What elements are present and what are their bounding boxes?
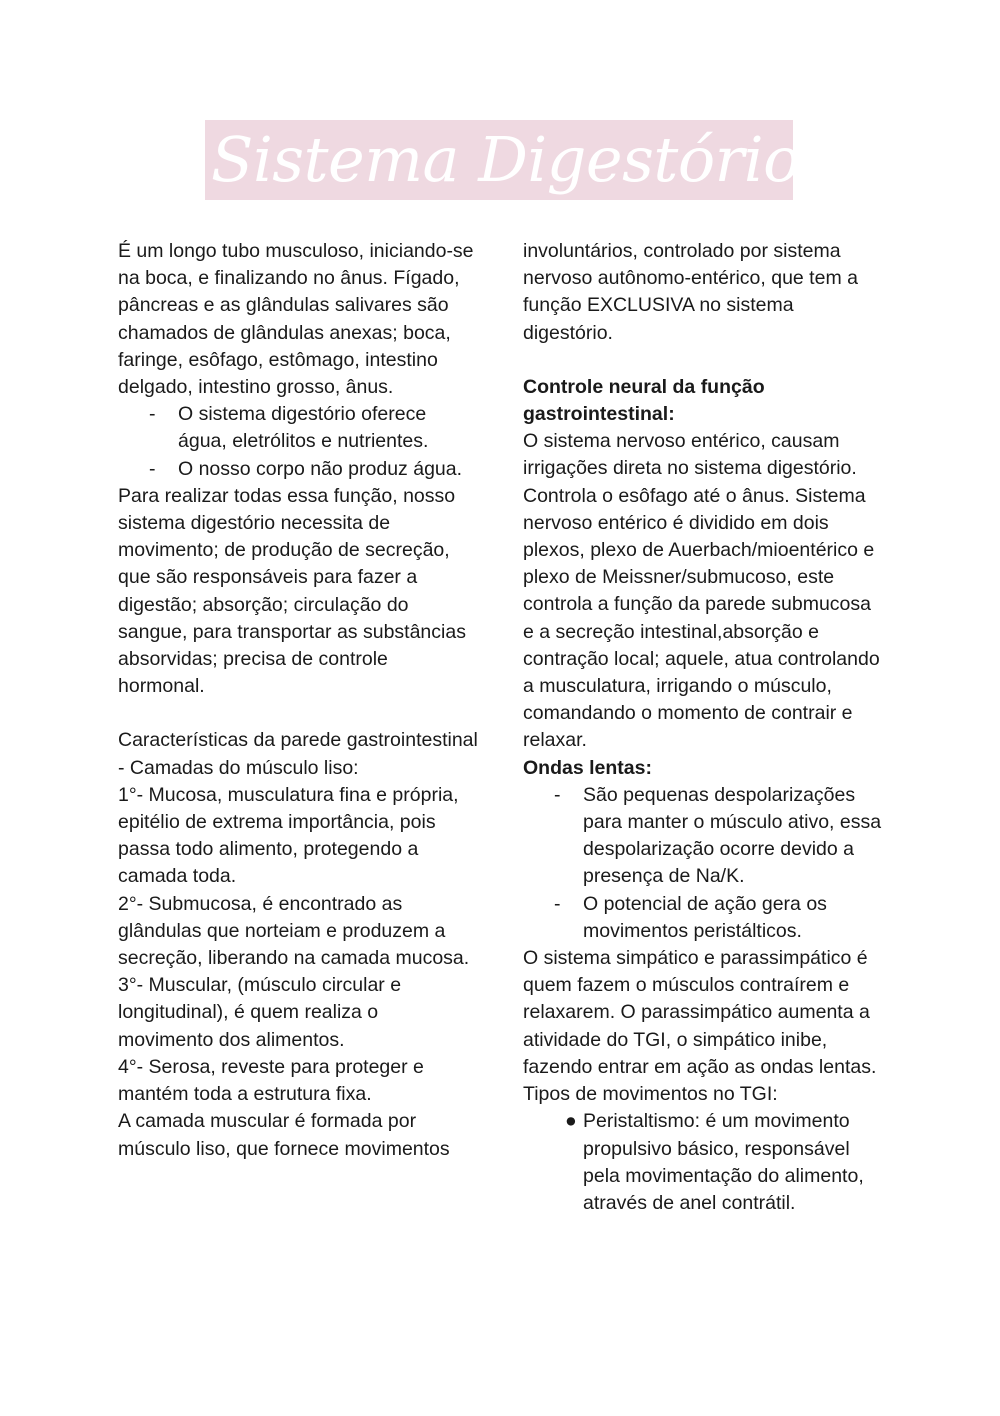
layer-submucosa: 2°- Submucosa, é encontrado as glândulas que norteiam e produzem a secreção, liberando na camada mucosa.: [118, 892, 470, 970]
paragraph-funcao: Para realizar todas essa função, nosso sistema digestório necessita de movimento; de produção de secreção, que são responsáveis para fazer a digestão; absorção; circulação do sangue, para transportar as substâncias absorvidas; precisa de controle hormonal.: [118, 484, 466, 698]
list-item: [523, 1108, 883, 1217]
dash-bullet-icon: -: [554, 892, 561, 915]
heading-controle-neural: Controle neural da função gastrointestinal:: [523, 375, 765, 426]
paragraph-caracteristicas: Características da parede gastrointestinal - Camadas do músculo liso:: [118, 729, 478, 779]
paragraph-simpatico-parassimpatico: O sistema simpático e parassimpático é quem fazem o músculos contraírem e relaxarem. O parassimpático aumenta a atividade do TGI, o simpático inibe, fazendo entrar em ação as ondas lentas.: [523, 947, 877, 1078]
paragraph-involuntarios: involuntários, controlado por sistema nervoso autônomo-entérico, que tem a função EXCLUSIVA no sistema digestório.: [523, 240, 858, 344]
list-item-label: O potencial de ação gera os movimentos peristálticos.: [583, 892, 827, 942]
paragraph-gap: [118, 700, 478, 727]
paragraph-tipos-movimentos: Tipos de movimentos no TGI:: [523, 1083, 778, 1106]
list-item: [523, 782, 883, 891]
layer-serosa: 4°- Serosa, reveste para proteger e mantém toda a estrutura fixa.: [118, 1055, 424, 1106]
list-item: [118, 401, 478, 455]
page-title: Sistema Digestório: [211, 123, 800, 196]
dash-bullet-icon: -: [554, 783, 561, 806]
list-item-label: São pequenas despolarizações para manter o músculo ativo, essa despolarização ocorre devido a presença de Na/K.: [583, 783, 882, 888]
list-item-label: O nosso corpo não produz água.: [178, 457, 463, 480]
right-column: [523, 238, 883, 1217]
dash-bullet-icon: -: [149, 403, 156, 426]
right-dash-list: [523, 782, 883, 945]
layer-mucosa: 1°- Mucosa, musculatura fina e própria, epitélio de extrema importância, pois passa todo alimento, protegendo a camada toda.: [118, 783, 459, 888]
layer-muscular: 3°- Muscular, (músculo circular e longitudinal), é quem realiza o movimento dos alimentos.: [118, 974, 402, 1051]
list-item: [523, 891, 883, 945]
list-item: [118, 456, 478, 483]
right-disc-list: [523, 1108, 883, 1217]
list-item-label: Peristaltismo: é um movimento propulsivo básico, responsável pela movimentação do alimento, através de anel contrátil.: [583, 1110, 864, 1214]
left-dash-list: [118, 401, 478, 483]
paragraph-camada-muscular: A camada muscular é formada por músculo liso, que fornece movimentos: [118, 1110, 450, 1160]
left-column: [118, 238, 478, 1217]
paragraph-intro: É um longo tubo musculoso, iniciando-se na boca, e finalizando no ânus. Fígado, pâncreas e as glândulas salivares são chamados de glândulas anexas; boca, faringe, esôfago, estômago, intestino delgado, intestino grosso, ânus.: [118, 240, 474, 399]
disc-bullet-icon: ●: [565, 1110, 577, 1133]
page-title-numeral: I: [813, 128, 829, 186]
paragraph-gap: [523, 347, 883, 374]
title-banner: [205, 120, 829, 200]
two-column-body: [118, 238, 884, 1217]
list-item-label: O sistema digestório oferece água, eletrólitos e nutrientes.: [178, 403, 429, 453]
dash-bullet-icon: -: [149, 457, 156, 480]
paragraph-sistema-nervoso-enterico: O sistema nervoso entérico, causam irrigações direta no sistema digestório. Controla o esôfago até o ânus. Sistema nervoso entérico é dividido em dois plexos, plexo de Auerbach/mioentérico e plexo de Meissner/submucoso, este controla a função da parede submucosa e a secreção intestinal,absorção e contração local; aquele, atua controlando a musculatura, irrigando o músculo, comandando o momento de contrair e relaxar.: [523, 430, 880, 752]
heading-ondas-lentas: Ondas lentas:: [523, 756, 652, 779]
